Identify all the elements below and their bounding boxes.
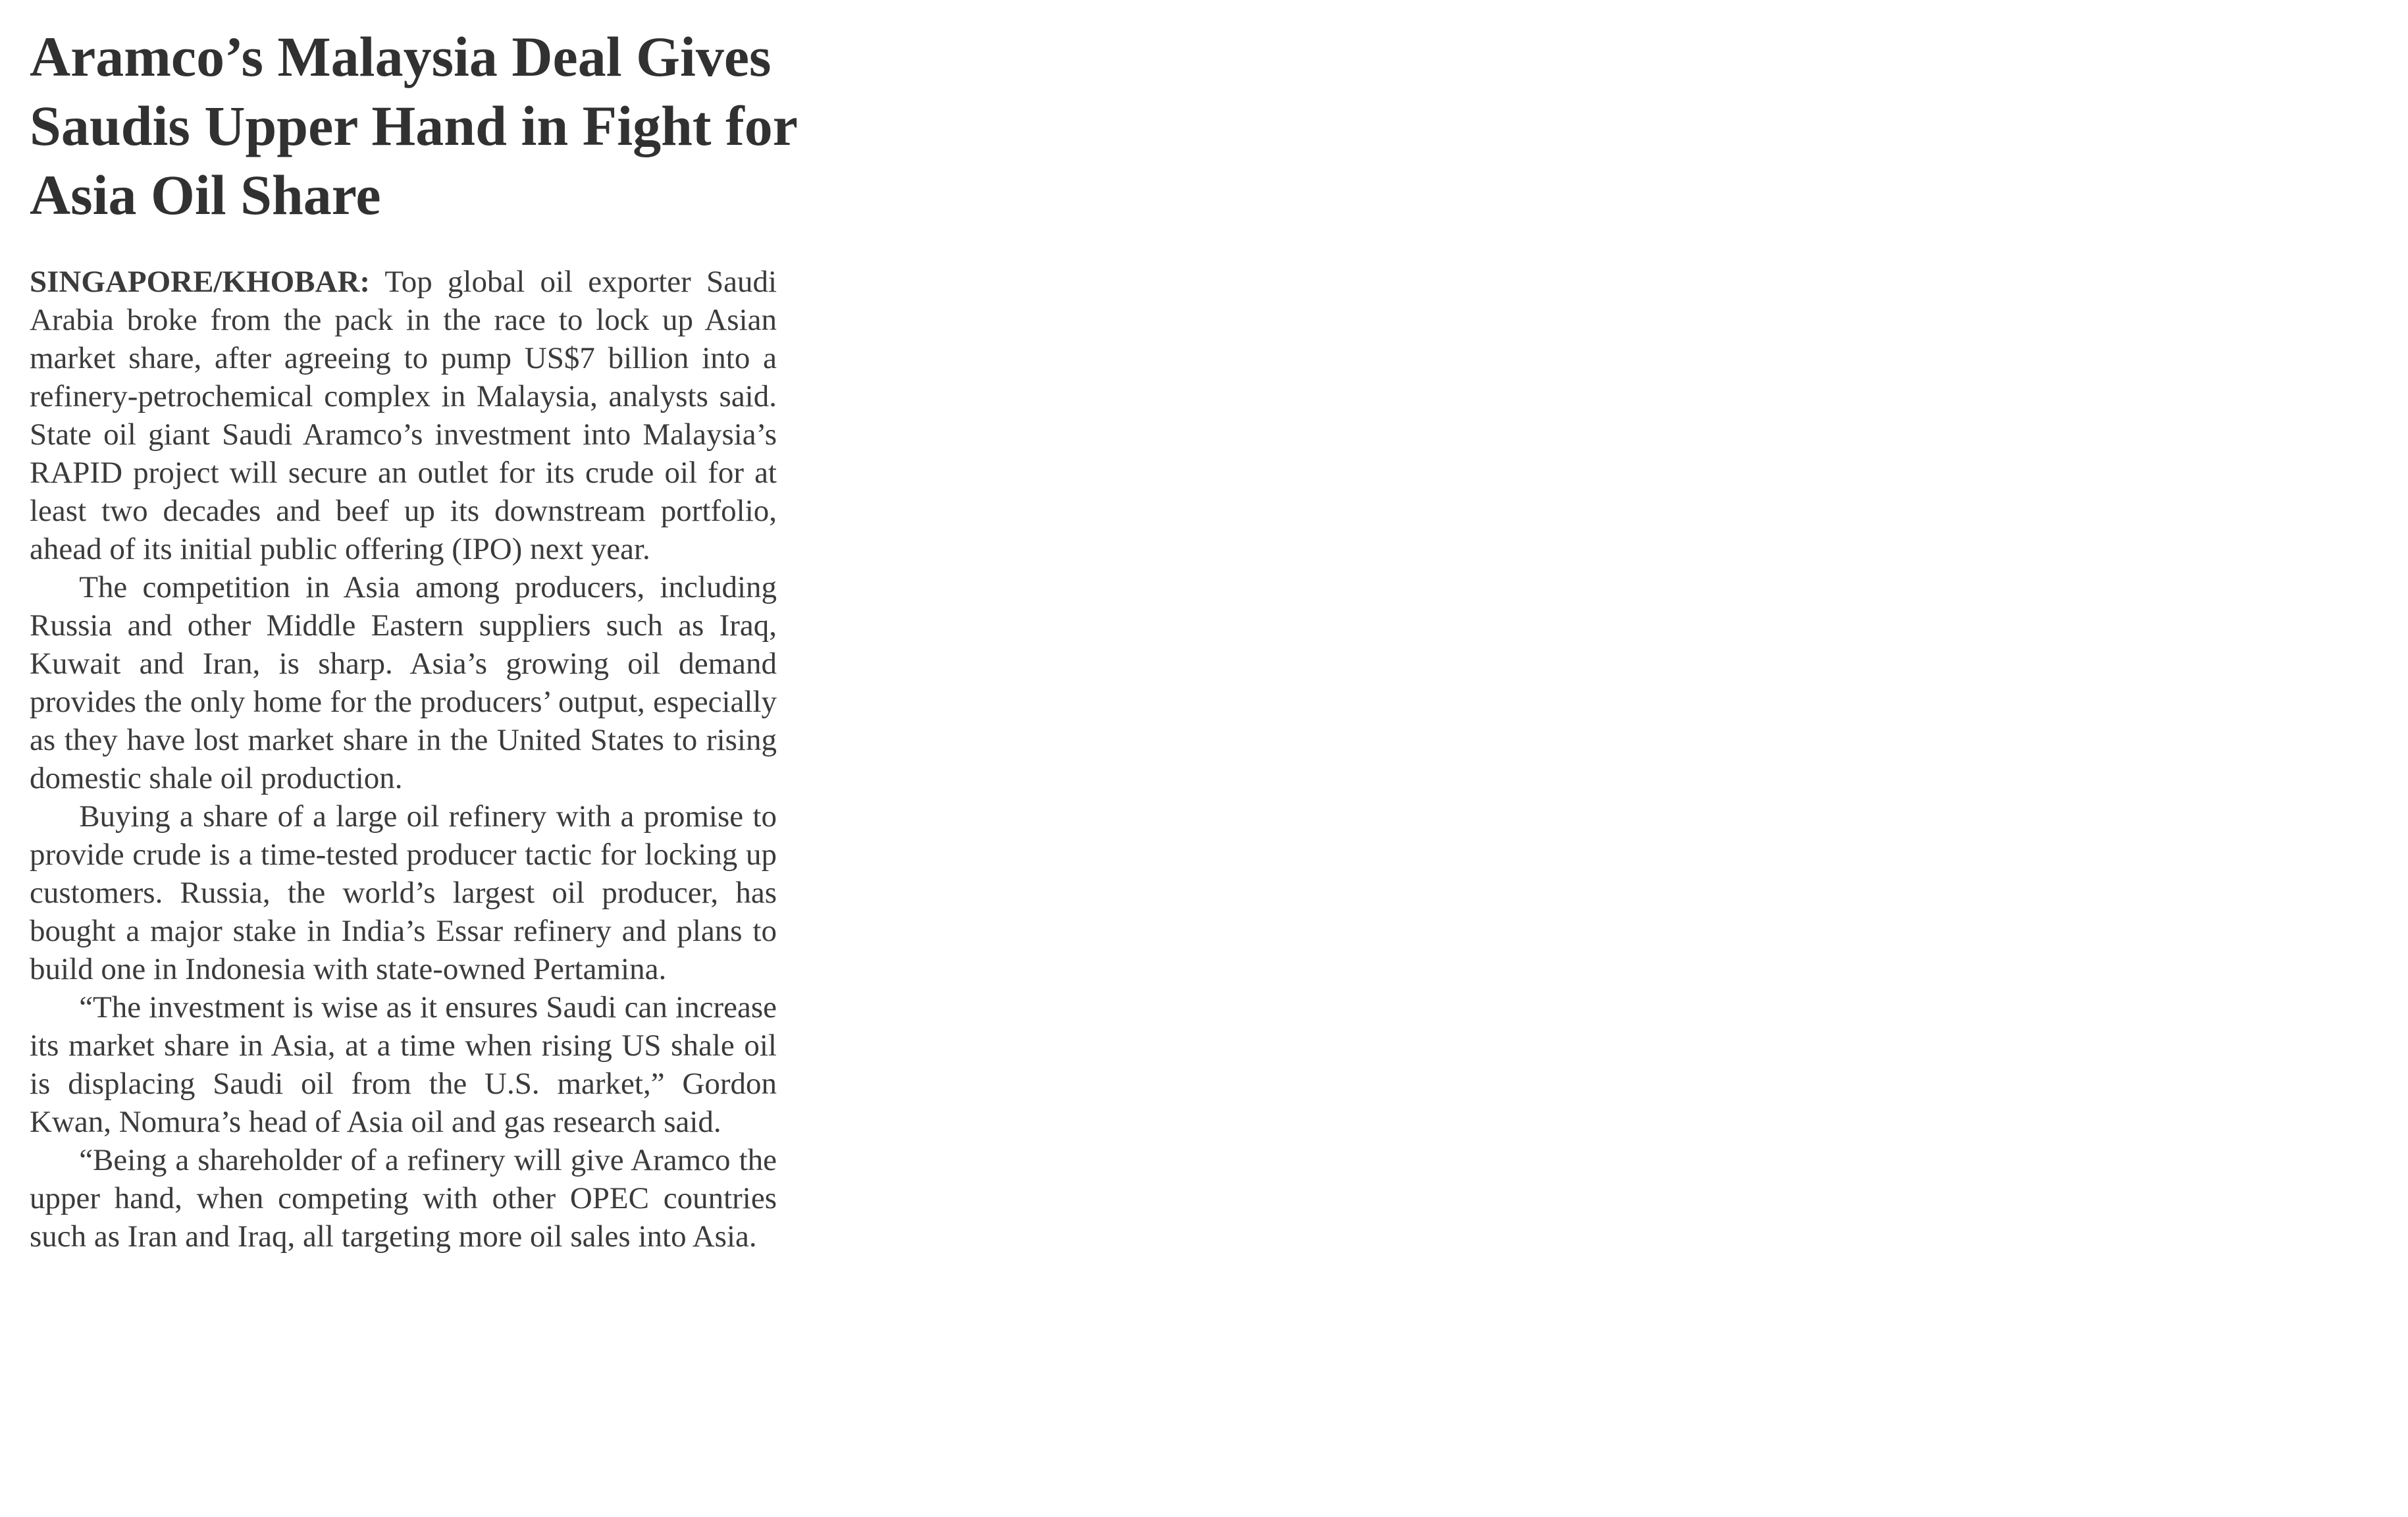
- paragraph-5: “Being a shareholder of a refinery will give Aramco the upper hand, when competing with other OPEC countries such as Iran and Iraq, all targeting more oil sales into Asia.: [30, 1143, 777, 1254]
- paragraph-2: The competition in Asia among producers, including Russia and other Middle Eastern suppliers such as Iraq, Kuwait and Iran, is sharp. Asia’s growing oil demand provides the only home for the producers’ output, especially as they have lost market share in the United States to rising domestic shale oil production.: [30, 570, 777, 795]
- headline-line-3: Asia Oil Share: [30, 163, 381, 226]
- paragraph-3: Buying a share of a large oil refinery with a promise to provide crude is a time-tested producer tactic for locking up customers. Russia, the world’s largest oil producer, has bought a major stake in India’s Essar refinery and plans to build one in Indonesia with state-owned Pertamina.: [30, 799, 777, 986]
- paragraph-4: “The investment is wise as it ensures Saudi can increase its market share in Asia, at a time when rising US shale oil is displacing Saudi oil from the U.S. market,” Gordon Kwan, Nomura’s head of Asia oil and gas research said.: [30, 990, 777, 1139]
- headline-line-2: Saudis Upper Hand in Fight for: [30, 94, 798, 157]
- paragraph-lead: [30, 263, 777, 568]
- paragraph-lead-text: Top global oil exporter Saudi Arabia broke from the pack in the race to lock up Asian market share, after agreeing to pump US$7 billion into a refinery-petrochemical complex in Malaysia, analysts said. State oil giant Saudi Aramco’s investment into Malaysia’s RAPID project will secure an outlet for its crude oil for at least two decades and beef up its downstream portfolio, ahead of its initial public offering (IPO) next year.: [30, 265, 777, 566]
- article-headline: [30, 22, 839, 230]
- dateline: SINGAPORE/KHOBAR:: [30, 265, 371, 299]
- headline-line-1: Aramco’s Malaysia Deal Gives: [30, 25, 772, 88]
- news-article: [30, 22, 839, 1256]
- article-body: [30, 263, 777, 1256]
